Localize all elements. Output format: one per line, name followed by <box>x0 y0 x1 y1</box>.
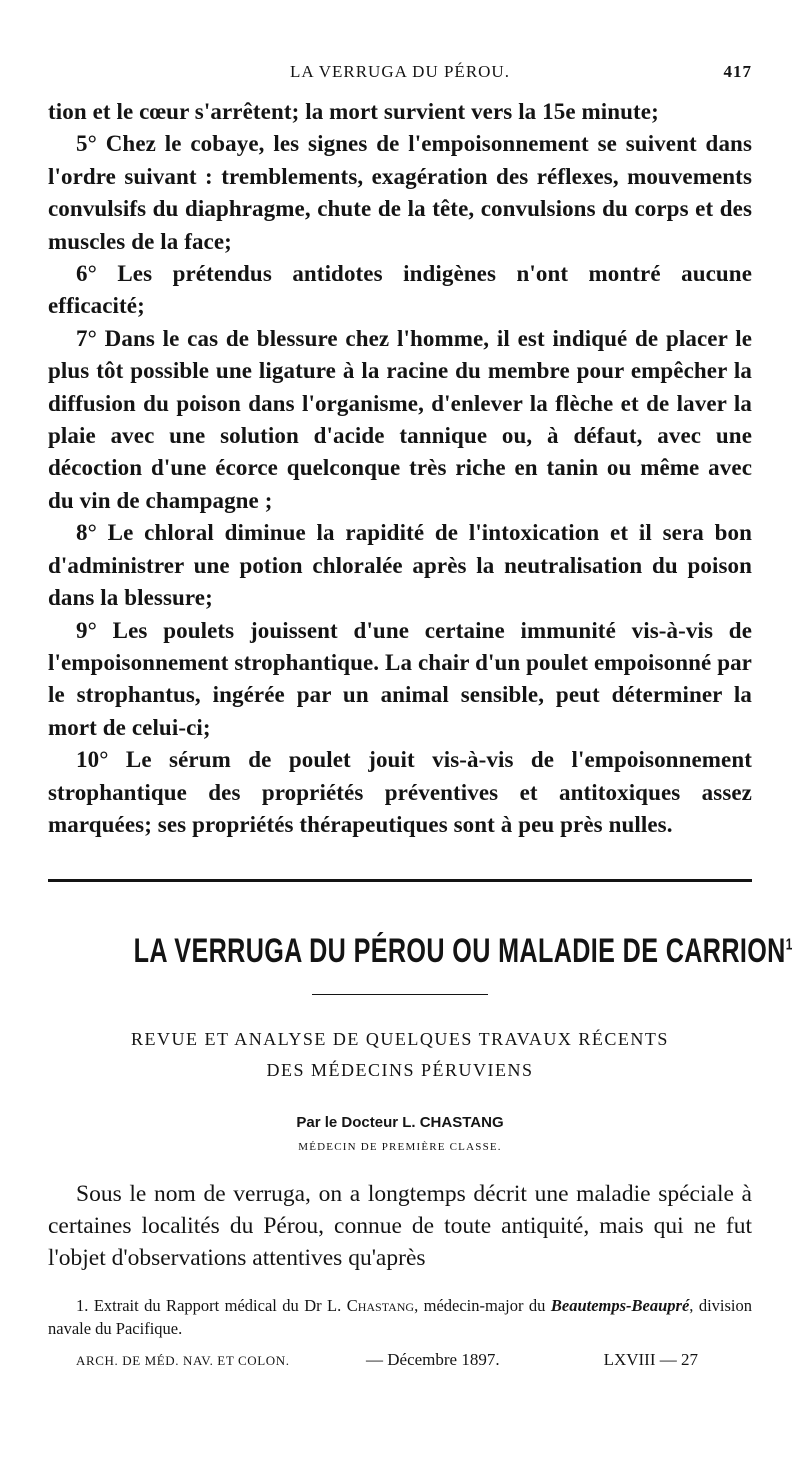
article-subtitle-line1: REVUE ET ANALYSE DE QUELQUES TRAVAUX RÉCENTS <box>131 1029 669 1049</box>
footnote-text-after: , division navale du Pacifique. <box>48 1296 753 1338</box>
paragraph-item-10: 10° Le sérum de poulet jouit vis-à-vis de l'empoisonnement strophantique des propriétés préventives et antitoxiques assez marquées; ses propriétés thérapeutiques sont à peu près nulles. <box>48 747 752 837</box>
footnote-marker: 1 <box>785 936 793 954</box>
footnote <box>48 1294 752 1340</box>
footnote-ship-name: Beautemps-Beaupré <box>550 1296 690 1315</box>
section-divider <box>48 879 752 882</box>
article-author: Par le Docteur L. CHASTANG <box>296 1114 504 1131</box>
footer-date: — Décembre 1897. <box>366 1350 500 1369</box>
paragraph-continuation: tion et le cœur s'arrêtent; la mort survient vers la 15e minute; <box>48 99 659 124</box>
footnote-text-middle: , médecin-major du <box>414 1296 551 1315</box>
footnote-text-before: Extrait du Rapport médical du Dr L. <box>93 1296 347 1315</box>
title-underline <box>312 994 488 995</box>
footer-journal: ARCH. DE MÉD. NAV. ET COLON. <box>76 1353 290 1368</box>
running-head <box>48 62 752 86</box>
article-title <box>133 932 793 971</box>
page-number: 417 <box>723 62 752 81</box>
body-text <box>48 96 752 841</box>
paragraph-item-7: 7° Dans le cas de blessure chez l'homme, il est indiqué de placer le plus tôt possible une ligature à la racine du membre pour empêcher la diffusion du poison dans l'organisme, d'enlever la flèche et de laver la plaie avec une solution d'acide tannique ou, à défaut, avec une décoction d'une écorce quelconque très riche en tanin ou même avec du vin de champagne ; <box>48 325 752 513</box>
footnote-author-name: Chastang <box>346 1296 415 1315</box>
paragraph-item-9: 9° Les poulets jouissent d'une certaine immunité vis-à-vis de l'empoisonnement strophantique. La chair d'un poulet empoisonné par le strophantus, ingérée par un animal sensible, peut déterminer la mort de celui-ci; <box>48 617 752 740</box>
article-title-text: LA VERRUGA DU PÉROU OU MALADIE DE CARRION <box>133 932 786 970</box>
paragraph-item-6: 6° Les prétendus antidotes indigènes n'ont montré aucune efficacité; <box>48 261 752 319</box>
paragraph-item-5: 5° Chez le cobaye, les signes de l'empoisonnement se suivent dans l'ordre suivant : tremblements, exagération des réflexes, mouvements convulsifs du diaphragme, chute de la tête, convulsions du corps et des muscles de la face; <box>48 131 752 254</box>
page-footer <box>76 1350 698 1374</box>
paragraph-item-8: 8° Le chloral diminue la rapidité de l'intoxication et il sera bon d'administrer une potion chloralée après la neutralisation du poison dans la blessure; <box>48 520 752 611</box>
footnote-number: 1. <box>76 1296 89 1315</box>
author-title: MÉDECIN DE PREMIÈRE CLASSE. <box>298 1141 502 1153</box>
article-subtitle-line2: DES MÉDECINS PÉRUVIENS <box>266 1060 534 1080</box>
article-intro: Sous le nom de verruga, on a longtemps décrit une maladie spéciale à certaines localités du Pérou, connue de toute antiquité, mais qui ne fut l'objet d'observations attentives qu'après <box>48 1181 752 1271</box>
footer-volume: LXVIII — 27 <box>603 1350 698 1369</box>
running-title: LA VERRUGA DU PÉROU. <box>290 62 510 81</box>
